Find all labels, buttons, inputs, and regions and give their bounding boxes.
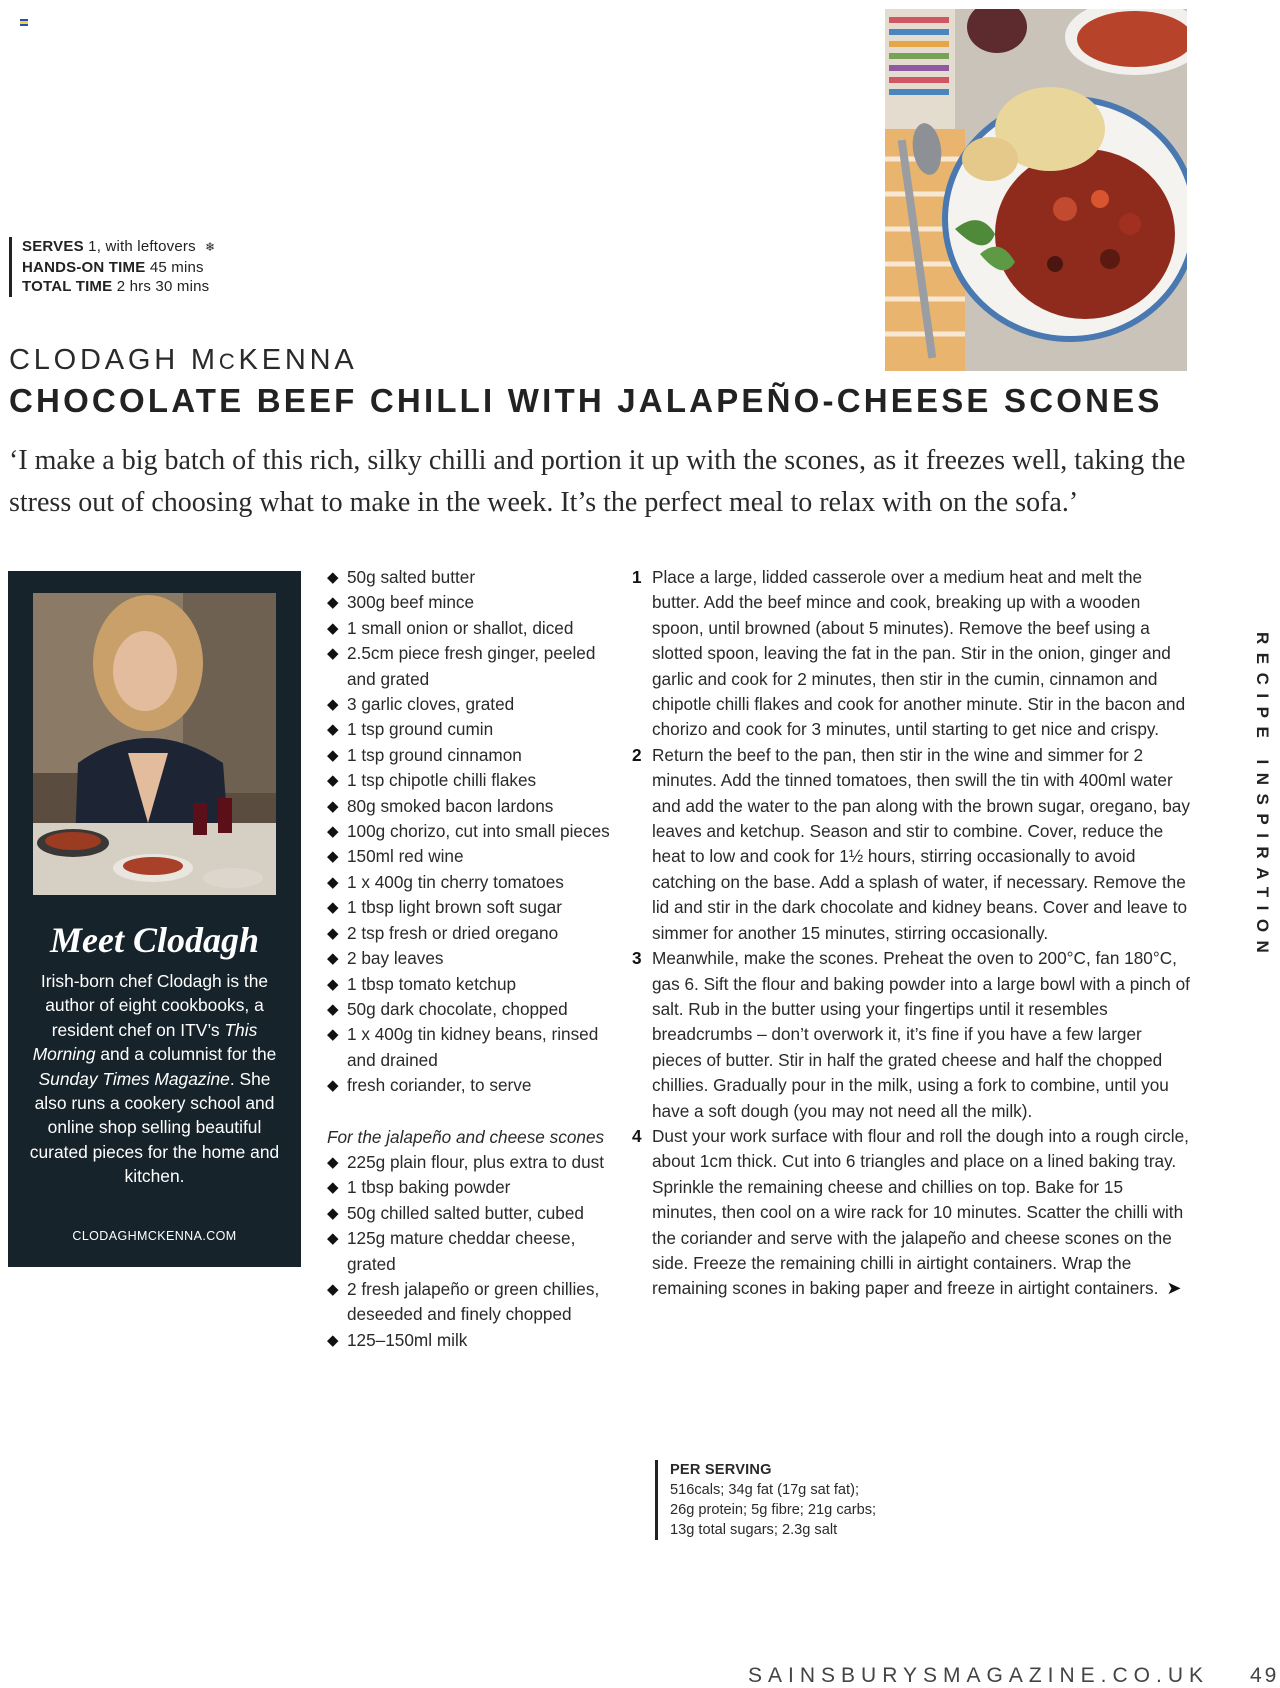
nutrition-heading: PER SERVING [670,1462,772,1478]
step-number: 2 [632,744,642,765]
ingredient-item: ◆ 3 garlic cloves, grated [327,692,627,717]
ingredient-item: ◆ 50g salted butter [327,565,627,590]
ingredient-item: ◆ 2 tsp fresh or dried oregano [327,921,627,946]
ingredient-item: ◆ 1 tbsp light brown soft sugar [327,895,627,920]
method-step [632,565,1192,743]
ingredient-item: ◆ 1 tbsp tomato ketchup [327,972,627,997]
chef-portrait-illustration [33,593,276,895]
chef-portrait [33,593,276,895]
chilli-ingredients [327,565,627,1099]
recipe-meta [9,237,215,297]
ingredient-item: ◆ 1 x 400g tin cherry tomatoes [327,870,627,895]
chef-name: CLODAGH MCKENNA [9,344,358,376]
total-time-value: 2 hrs 30 mins [116,278,210,295]
method-steps [632,565,1192,1302]
page-number: 49 [1250,1664,1280,1687]
recipe-title: CHOCOLATE BEEF CHILLI WITH JALAPEÑO-CHEESE SCONES [9,382,1163,419]
serves-line [22,237,215,258]
meet-chef-panel [8,571,301,1267]
method-step [632,1124,1192,1302]
chef-bio: Irish-born chef Clodagh is the author of eight cookbooks, a resident chef on ITV’s This Morning and a columnist for the Sunday Times Magazine. She also runs a cookery school and online shop selling beautiful curated pieces for the home and kitchen. [29,971,280,1187]
ingredient-item: ◆ 1 tsp ground cumin [327,717,627,742]
hands-on-line [22,258,215,278]
ingredient-item: ◆ 300g beef mince [327,590,627,615]
flag-icon [20,19,28,26]
arrow-right-icon: ➤ [1166,1278,1182,1299]
nutrition-line: 516cals; 34g fat (17g sat fat); [670,1482,860,1498]
step-number: 3 [632,948,642,969]
step-text: Dust your work surface with flour and roll the dough into a rough circle, about 1cm thick. Cut into 6 triangles and place on a lined baking tray. Sprinkle the remaining cheese and chillies on top. Bake for 15 minutes, then cool on a wire rack for 10 minutes. Scatter the chilli with the coriander and serve with the jalapeño and cheese scones on the side. Freeze the remaining chilli in airtight containers. Wrap the remaining scones in baking paper and freeze in airtight containers. ➤ [652,1125,1189,1299]
step-text: Place a large, lidded casserole over a medium heat and melt the butter. Add the beef mince and cook, breaking up with a wooden spoon, until browned (about 5 minutes). Remove the beef using a slotted spoon, leaving the fat in the pan. Stir in the onion, ginger and garlic and cook for 2 minutes, then stir in the cumin, cinnamon and chipotle chilli flakes and cook for another minute. Stir in the bacon and chorizo and cook for 3 minutes, until starting to get nice and crispy. [652,567,1186,740]
total-time-line [22,277,215,297]
ingredient-item: ◆ 150ml red wine [327,844,627,869]
nutrition-line: 26g protein; 5g fibre; 21g carbs; [670,1502,877,1518]
ingredient-item: ◆ 125–150ml milk [327,1328,627,1353]
method-step [632,743,1192,946]
ingredients-list [327,565,627,1353]
chef-quote: ‘I make a big batch of this rich, silky chilli and portion it up with the scones, as it freezes well, taking the stress out of choosing what to make in the week. It’s the perfect meal to relax with on the sofa.’ [9,445,1186,518]
ingredient-item: ◆ 2 bay leaves [327,946,627,971]
hands-on-value: 45 mins [149,258,204,276]
step-text: Meanwhile, make the scones. Preheat the oven to 200°C, fan 180°C, gas 6. Sift the flour and baking powder into a large bowl with a pinch of salt. Rub in the butter using your fingertips until it resembles breadcrumbs – don’t overwork it, it’s fine if you have a few larger pieces of butter. Stir in half the grated cheese and half the chopped chillies. Gradually pour in the milk, using a fork to combine, until you have a soft dough (you may not need all the milk). [652,948,1190,1121]
step-number: 4 [632,1125,642,1146]
ingredient-item: ◆ 50g chilled salted butter, cubed [327,1201,627,1226]
nutrition-info [655,1460,876,1540]
ingredient-item: ◆ 1 small onion or shallot, diced [327,616,627,641]
hands-on-label: HANDS-ON TIME [22,258,146,276]
snowflake-icon: ❄ [205,240,216,254]
scone-ingredients [327,1150,627,1353]
ingredient-item: ◆ 1 tsp ground cinnamon [327,743,627,768]
ingredient-item: ◆ 100g chorizo, cut into small pieces [327,819,627,844]
method-step [632,946,1192,1124]
ingredient-item: ◆ 2.5cm piece fresh ginger, peeled and grated [327,641,627,692]
meet-title: Meet Clodagh [49,920,259,960]
ingredient-item: ◆ 2 fresh jalapeño or green chillies, deseeded and finely chopped [327,1277,627,1328]
ingredient-item: ◆ 1 tsp chipotle chilli flakes [327,768,627,793]
total-time-label: TOTAL TIME [22,278,113,295]
step-text: Return the beef to the pan, then stir in the wine and simmer for 2 minutes. Add the tinned tomatoes, then swill the tin with 400ml water and add the water to the pan along with the brown sugar, oregano, bay leaves and ketchup. Season and stir to combine. Cover, reduce the heat to low and cook for 1½ hours, stirring occasionally to avoid catching on the base. Add a splash of water, if necessary. Remove the lid and stir in the dark chocolate and kidney beans. Cover and leave to simmer for another 15 minutes, stirring occasionally. [652,744,1190,943]
ingredient-item: ◆ 125g mature cheddar cheese, grated [327,1226,627,1277]
ingredient-item: ◆ 1 x 400g tin kidney beans, rinsed and drained [327,1022,627,1073]
ingredient-item: ◆ 1 tbsp baking powder [327,1175,627,1200]
chef-website-link[interactable]: CLODAGHMCKENNA.COM [72,1229,237,1243]
serves-label: SERVES [22,238,84,255]
dish-photo-illustration [885,9,1187,371]
dish-photo [885,9,1187,371]
ingredient-item: ◆ fresh coriander, to serve [327,1073,627,1098]
ingredient-item: ◆ 50g dark chocolate, chopped [327,997,627,1022]
section-label: RECIPE INSPIRATION [1253,632,1272,962]
scones-heading: For the jalapeño and cheese scones [327,1126,605,1147]
ingredient-item: ◆ 80g smoked bacon lardons [327,794,627,819]
serves-value: 1, with leftovers [88,238,196,255]
step-number: 1 [632,567,642,587]
ingredient-item: ◆ 225g plain flour, plus extra to dust [327,1150,627,1175]
nutrition-line: 13g total sugars; 2.3g salt [670,1522,838,1538]
footer-website[interactable]: SAINSBURYSMAGAZINE.CO.UK [748,1664,1210,1687]
